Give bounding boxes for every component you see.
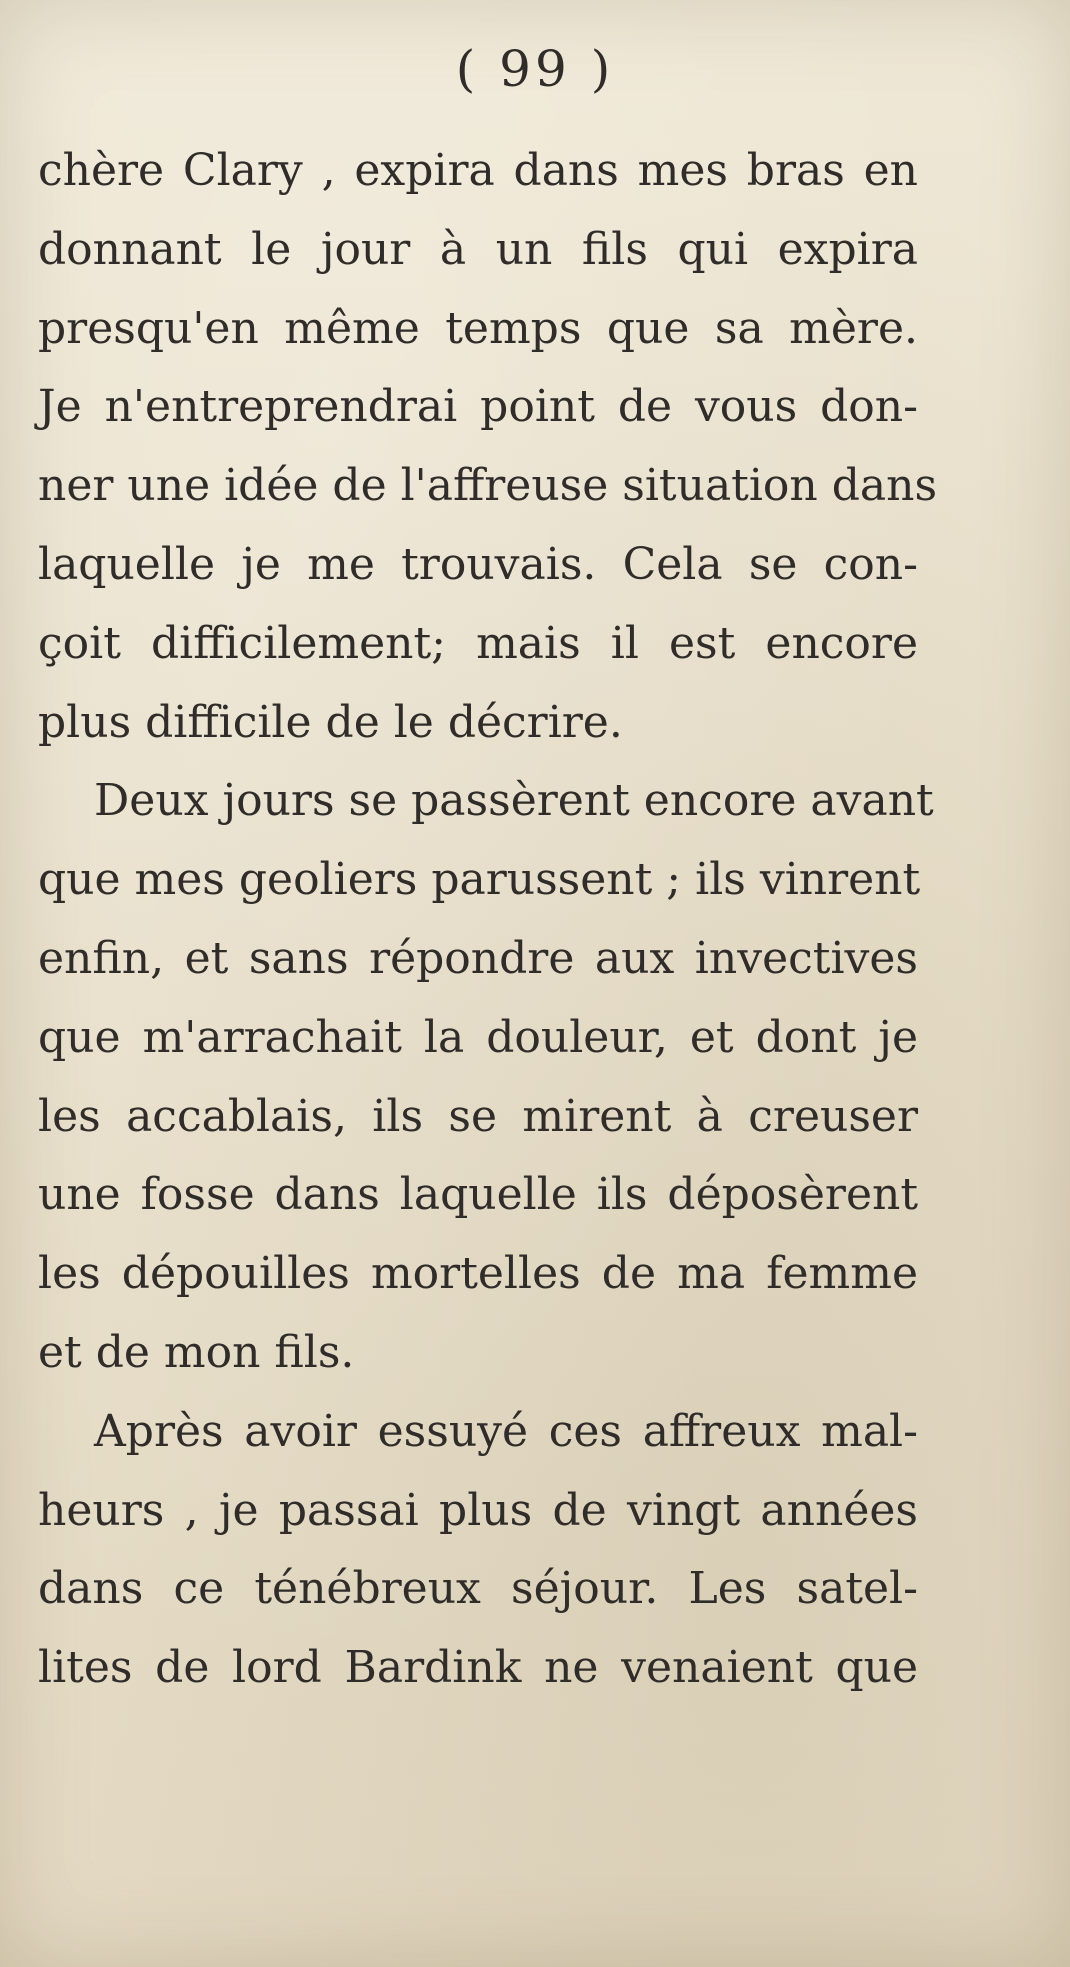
text-line: les accablais, ils se mirent à creuser [38,1090,918,1142]
paragraph-3 [38,1393,918,1708]
text-line: heurs , je passai plus de vingt années [38,1484,918,1536]
text-line: enfin, et sans répondre aux invectives [38,932,918,984]
page-number: ( 99 ) [455,40,615,98]
paragraph-2 [38,762,934,1392]
text-line: que mes geoliers parussent ; ils vinrent [38,854,921,906]
text-line: laquelle je me trouvais. Cela se con- [38,538,918,590]
text-line: plus difficile de le décrire. [38,696,623,748]
text-line: chère Clary , expira dans mes bras en [38,145,918,196]
text-line: presqu'en même temps que sa mère. [38,302,918,354]
text-line: Je n'entreprendrai point de vous don- [38,381,918,433]
text-line: Après avoir essuyé ces affreux mal- [94,1405,918,1457]
text-line: donnant le jour à un fils qui expira [38,223,918,275]
text-line: les dépouilles mortelles de ma femme [38,1248,918,1300]
text-line: lites de lord Bardink ne venaient que [38,1642,918,1694]
text-line: çoit difficilement; mais il est encore [38,617,918,669]
body-text [38,132,938,1708]
text-line: ner une idée de l'affreuse situation dans [38,460,938,512]
text-line: une fosse dans laquelle ils déposèrent [38,1169,918,1221]
paragraph-1 [38,132,938,762]
text-line: et de mon fils. [38,1326,355,1378]
text-line: que m'arrachait la douleur, et dont je [38,1011,918,1063]
text-line: dans ce ténébreux séjour. Les satel- [38,1563,918,1615]
text-line: Deux jours se passèrent encore avant [94,775,934,827]
